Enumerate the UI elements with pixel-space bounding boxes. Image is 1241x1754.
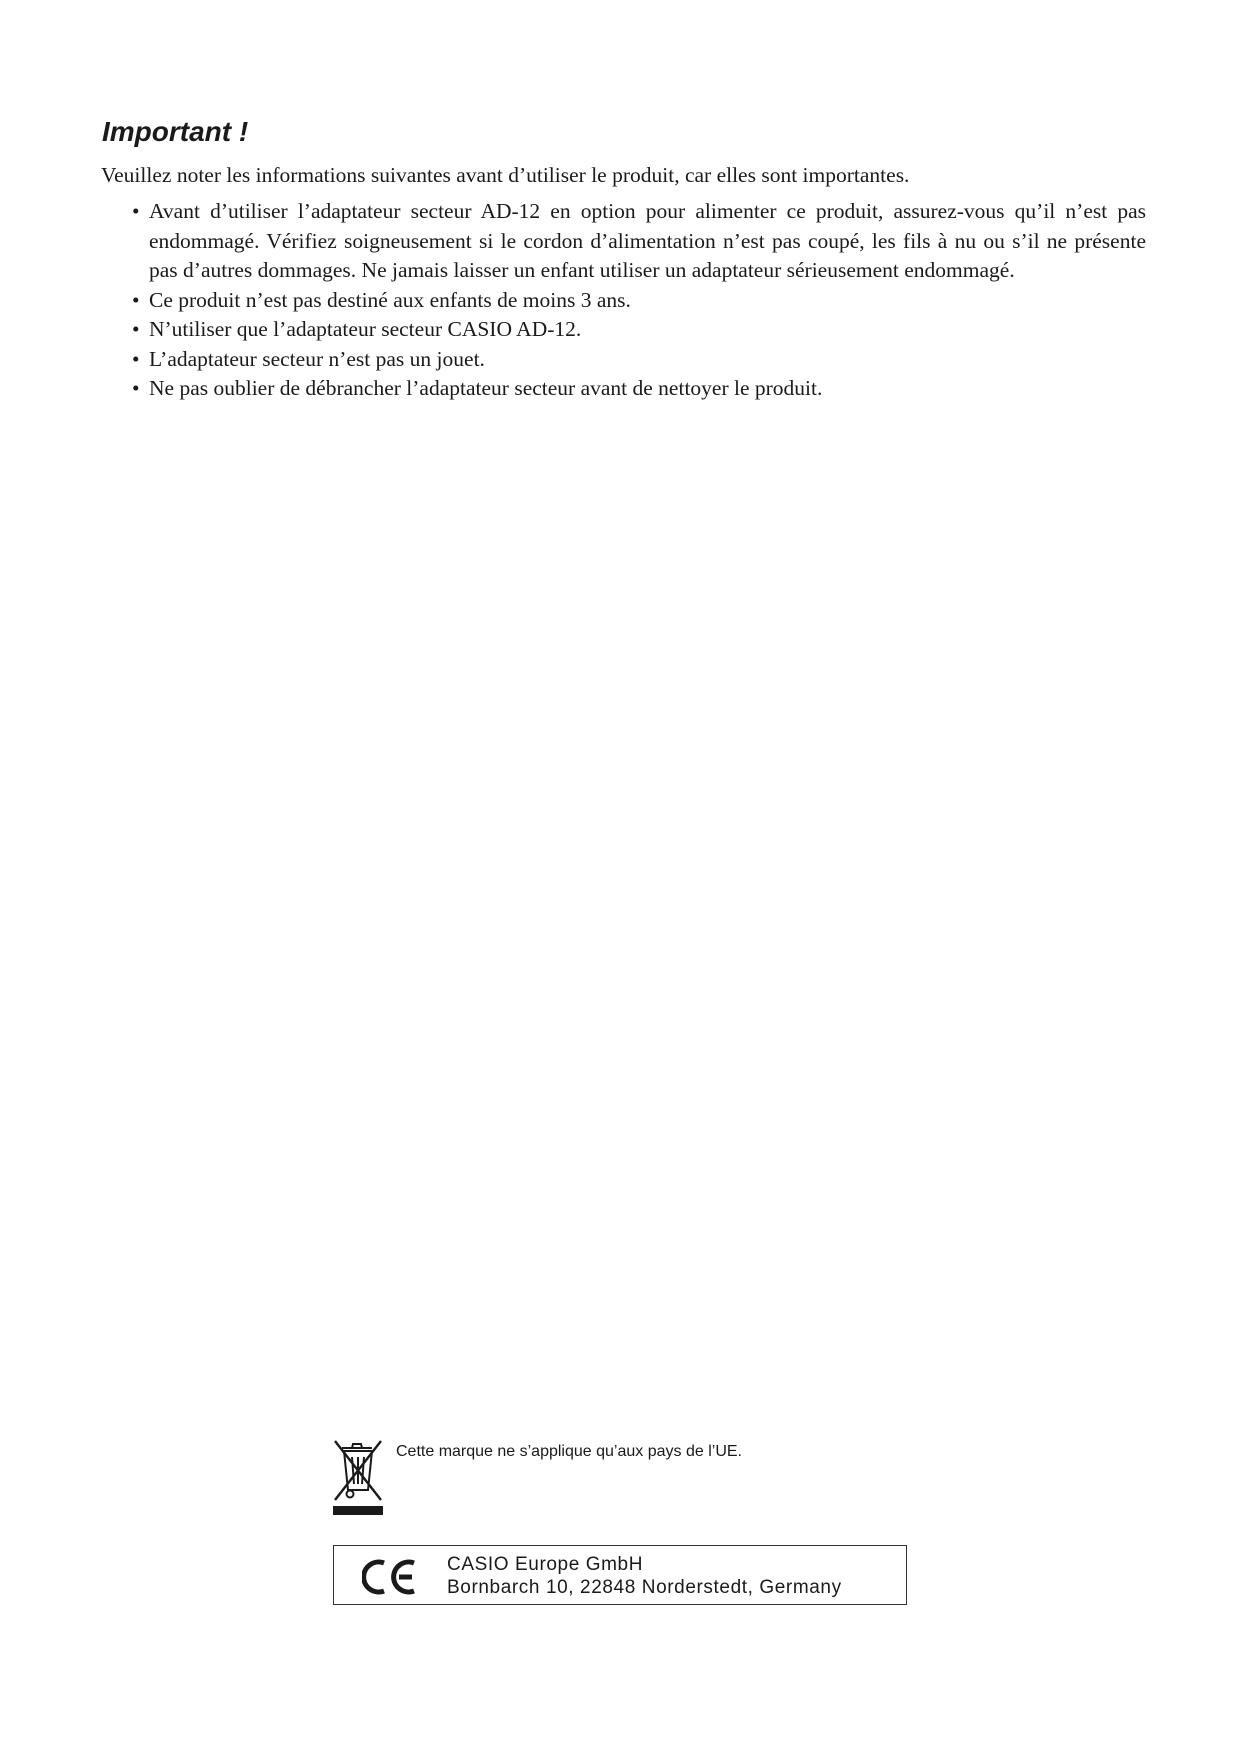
- bullet-item: [132, 286, 1146, 316]
- safety-bullet-list: [132, 197, 1146, 404]
- bullet-dot-icon: •: [132, 376, 140, 400]
- ce-mark-icon: [362, 1558, 420, 1596]
- bullet-dot-icon: •: [132, 346, 140, 371]
- weee-note: Cette marque ne s’applique qu’aux pays de l’UE.: [396, 1443, 742, 1460]
- bullet-text: Avant d’utiliser l’adaptateur secteur AD-12 en option pour alimenter ce produit, assurez-vous qu’il n’est pas endommagé. Vérifiez soigneusement si le cordon d’alimentation n’est pas coupé, les fils à nu ou s’il ne présente pas d’autres dommages. Ne jamais laisser un enfant utiliser un adaptateur sérieusement endommagé.: [149, 199, 1146, 282]
- bullet-item: [132, 345, 1146, 375]
- bullet-text: Ce produit n’est pas destiné aux enfants de moins 3 ans.: [149, 287, 631, 312]
- ce-info-box: [333, 1545, 907, 1605]
- bullet-text: Ne pas oublier de débrancher l’adaptateur secteur avant de nettoyer le produit.: [149, 376, 823, 400]
- bullet-text: L’adaptateur secteur n’est pas un jouet.: [149, 346, 485, 371]
- bullet-item: [132, 315, 1146, 345]
- heading-important: Important !: [102, 116, 249, 147]
- bullet-item: [132, 374, 1146, 404]
- bullet-dot-icon: •: [132, 317, 140, 341]
- crossed-out-wheelie-bin-icon: [332, 1437, 384, 1517]
- bullet-item: [132, 197, 1146, 286]
- company-name: CASIO Europe GmbH: [447, 1554, 644, 1575]
- intro-paragraph: Veuillez noter les informations suivantes avant d’utiliser le produit, car elles sont importantes.: [101, 163, 910, 187]
- company-address: Bornbarch 10, 22848 Norderstedt, Germany: [447, 1577, 842, 1598]
- bullet-text: N’utiliser que l’adaptateur secteur CASIO AD-12.: [149, 317, 582, 341]
- ce-company-block: [447, 1553, 842, 1599]
- bullet-dot-icon: •: [132, 199, 140, 223]
- bullet-dot-icon: •: [132, 287, 140, 312]
